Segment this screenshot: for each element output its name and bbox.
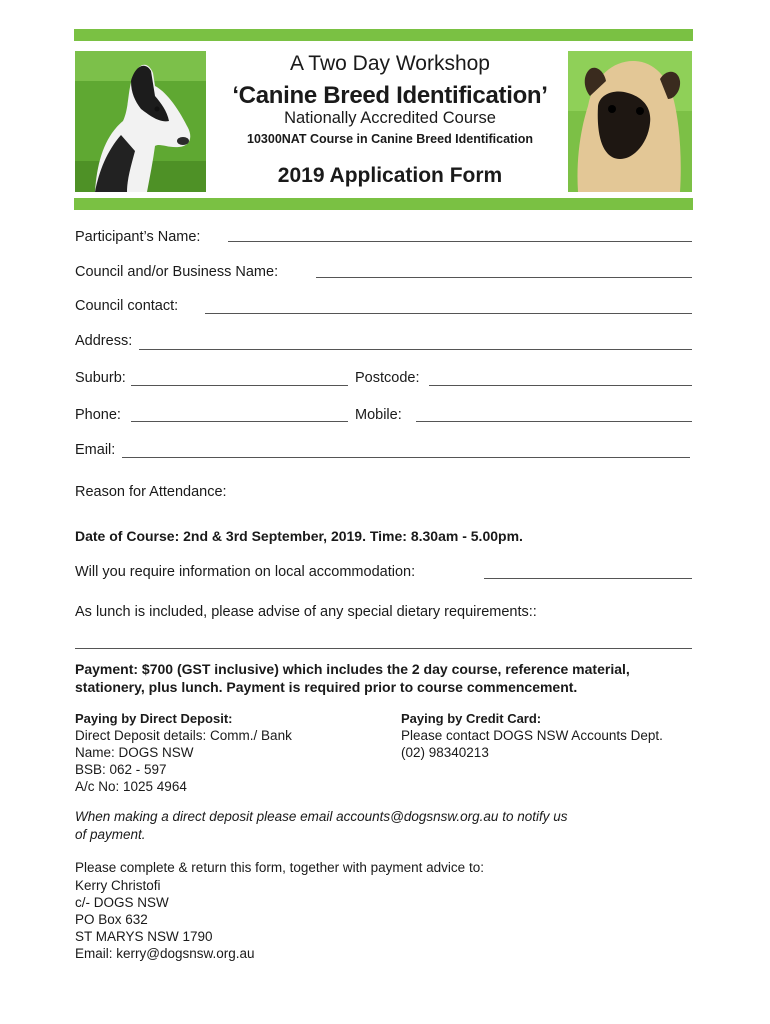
email-input[interactable]	[122, 457, 690, 458]
credit-card-heading: Paying by Credit Card:	[401, 711, 542, 726]
council-business-label: Council and/or Business Name:	[75, 264, 279, 280]
accredited-course: Nationally Accredited Course	[284, 109, 496, 127]
email-label: Email:	[75, 442, 116, 458]
course-code: 10300NAT Course in Canine Breed Identification	[247, 132, 533, 146]
participant-name-label: Participant’s Name:	[75, 229, 201, 245]
deposit-note-2: of payment.	[75, 827, 146, 842]
workshop-subtitle: A Two Day Workshop	[290, 52, 490, 75]
reason-label: Reason for Attendance:	[75, 484, 227, 500]
header-green-bar	[74, 198, 693, 210]
postcode-input[interactable]	[429, 385, 692, 386]
return-email: Email: kerry@dogsnsw.org.au	[75, 946, 255, 961]
return-line: c/- DOGS NSW	[75, 895, 169, 910]
postcode-label: Postcode:	[355, 370, 420, 386]
credit-card-line: Please contact DOGS NSW Accounts Dept.	[401, 728, 663, 743]
deposit-note-1: When making a direct deposit please email accounts@dogsnsw.org.au to notify us	[75, 809, 568, 824]
return-line: PO Box 632	[75, 912, 148, 927]
mobile-label: Mobile:	[355, 407, 402, 423]
address-input[interactable]	[139, 349, 692, 350]
phone-input[interactable]	[131, 421, 348, 422]
bull-terrier-photo	[75, 51, 206, 192]
return-line: ST MARYS NSW 1790	[75, 929, 213, 944]
suburb-label: Suburb:	[75, 370, 126, 386]
accommodation-input[interactable]	[484, 578, 692, 579]
address-label: Address:	[75, 333, 133, 349]
dietary-label: As lunch is included, please advise of any special dietary requirements::	[75, 604, 537, 620]
council-contact-input[interactable]	[205, 313, 692, 314]
mobile-input[interactable]	[416, 421, 692, 422]
participant-name-input[interactable]	[228, 241, 692, 242]
return-intro: Please complete & return this form, together with payment advice to:	[75, 860, 484, 875]
form-title: 2019 Application Form	[277, 164, 503, 187]
direct-deposit-line: BSB: 062 - 597	[75, 762, 167, 777]
direct-deposit-heading: Paying by Direct Deposit:	[75, 711, 233, 726]
payment-line-2: stationery, plus lunch. Payment is required prior to course commencement.	[75, 679, 578, 695]
direct-deposit-line: Direct Deposit details: Comm./ Bank	[75, 728, 292, 743]
return-line: Kerry Christofi	[75, 878, 161, 893]
course-date-time: Date of Course: 2nd & 3rd September, 2019. Time: 8.30am - 5.00pm.	[75, 528, 523, 544]
pug-photo	[568, 51, 692, 192]
direct-deposit-line: A/c No: 1025 4964	[75, 779, 187, 794]
dietary-input[interactable]	[75, 648, 692, 649]
course-title: ‘Canine Breed Identification’	[232, 82, 548, 109]
credit-card-line: (02) 98340213	[401, 745, 489, 760]
accommodation-label: Will you require information on local accommodation:	[75, 564, 416, 580]
phone-label: Phone:	[75, 407, 121, 423]
suburb-input[interactable]	[131, 385, 348, 386]
council-contact-label: Council contact:	[75, 298, 179, 314]
top-green-bar	[74, 29, 693, 41]
payment-line-1: Payment: $700 (GST inclusive) which includes the 2 day course, reference material,	[75, 661, 630, 677]
council-business-input[interactable]	[316, 277, 692, 278]
direct-deposit-line: Name: DOGS NSW	[75, 745, 194, 760]
